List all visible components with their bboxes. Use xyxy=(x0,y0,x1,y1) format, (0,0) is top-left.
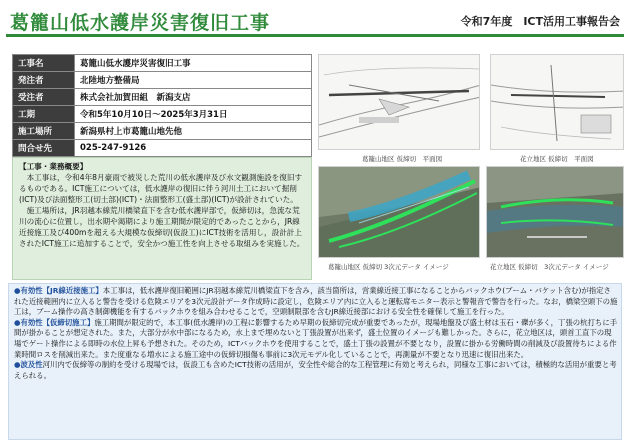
plan-drawing-tsuzurayama xyxy=(318,54,480,150)
model1-caption: 葛籠山地区 仮締切 3次元データ イメージ xyxy=(328,263,449,271)
info-value: 葛籠山低水護岸災害復旧工事 xyxy=(75,55,312,72)
info-row xyxy=(13,55,312,72)
effects-section xyxy=(14,286,618,381)
project-info-table xyxy=(12,54,312,157)
info-row xyxy=(13,89,312,106)
plan1-caption: 葛籠山地区 仮締切 平面図 xyxy=(362,155,443,163)
model-image-hanadate xyxy=(486,166,624,258)
plan-drawing-tsuzurayama-svg xyxy=(319,55,480,150)
model-image-tsuzurayama-svg xyxy=(319,167,480,258)
effect-cofferdam xyxy=(14,318,618,360)
effect-jr-proximity xyxy=(14,286,618,318)
effect-heading: ●波及性 xyxy=(14,360,43,370)
info-key: 施工場所 xyxy=(13,123,75,140)
plan-drawing-hanadate-svg xyxy=(491,55,624,150)
effect-text: 河川内で仮締等の制約を受ける現場では，仮設工も含めたICT技術の活用が，安全性や総合的な工程管理に有効と考えられ，同様な工事においては，積極的な活用が重要と考えられる。 xyxy=(14,360,617,380)
model2-caption: 花立地区 仮締切 3次元データ イメージ xyxy=(490,263,609,271)
info-value: 北陸地方整備局 xyxy=(75,72,312,89)
header-rule xyxy=(6,34,624,37)
info-value: 025-247-9126 xyxy=(75,140,312,157)
header xyxy=(6,6,624,36)
summary-box xyxy=(12,157,312,280)
info-row xyxy=(13,72,312,89)
summary-title: 【工事・業務概要】 xyxy=(19,162,88,171)
info-row xyxy=(13,106,312,123)
info-key: 発注者 xyxy=(13,72,75,89)
summary-paragraph: 施工場所は，JR羽越本線荒川橋梁直下を含む低水護岸部で，仮締切は，急流な荒川の流心に位置し，出水期や渇期により施工期間が限定的であったことから，JR線近接施工及び400mを超える大規模な仮締切(仮設工)にICT技術を活用し，設計計上されたICT施工に追加することで，安全かつ施工性を向上させる取組みを実施した。 xyxy=(19,206,305,248)
info-key: 問合せ先 xyxy=(13,140,75,157)
plan-drawing-hanadate xyxy=(490,54,624,150)
effect-heading: ●有効性【JR線近接施工】 xyxy=(14,286,103,295)
info-key: 受注者 xyxy=(13,89,75,106)
info-value: 新潟県村上市葛籠山地先他 xyxy=(75,123,312,140)
effect-text: 本工事は，低水護岸復旧範囲にJR羽越本線荒川橋梁直下を含み，該当箇所は，営業線近接工事になることからバックホウ(ブーム・バケット含む)が指定された近接範囲内に立入ると警告を受ける危険エリアを3次元設計データ作成時に設定し，危険エリア内に立入ると運転席モニター表示と警報音で警告を行った。なお，橋梁空頭下の施工は，ブーム操作の高さ制御機能を有するバックホウを組み合わせることで，空頭制限部を含むJR線近接部における安全性を確保して施工を行った。 xyxy=(14,286,618,317)
model-image-hanadate-svg xyxy=(487,167,624,258)
info-value: 令和5年10月10日～2025年3月31日 xyxy=(75,106,312,123)
report-label: 令和7年度 ICT活用工事報告会 xyxy=(460,15,620,28)
effect-ripple xyxy=(14,360,618,381)
effect-heading: ●有効性【仮締切施工】 xyxy=(14,317,95,327)
model-image-tsuzurayama xyxy=(318,166,480,258)
info-row xyxy=(13,140,312,157)
info-key: 工期 xyxy=(13,106,75,123)
summary-paragraph: 本工事は，令和4年8月豪雨で被災した荒川の低水護岸及び水文観測施設を復旧するものである。ICT施工については，低水護岸の復旧に伴う河川土工において掘削(ICT)及び法面整形工(切土部)(ICT)・法面整形工(盛土部)(ICT)が設計されていた。 xyxy=(19,173,303,204)
info-row xyxy=(13,123,312,140)
plan2-caption: 花立地区 仮締切 平面図 xyxy=(520,155,594,163)
info-key: 工事名 xyxy=(13,55,75,72)
page-title: 葛籠山低水護岸災害復旧工事 xyxy=(10,12,271,34)
info-value: 株式会社加賀田組 新潟支店 xyxy=(75,89,312,106)
effect-text: 施工期間が限定的で，本工事(低水護岸)の工程に影響するため早期の仮締切完成が重要であったが，現場地盤及び盛土材は玉石・礫が多く，丁張の杭打ちに手間が掛かることが想定された。また，大部分が水中部になるため，水上まで埋めないと丁張設置が出来ず，盛土位置のイメージも難しかった。さらに，花立地区は，頭首工直下の現場でゲート操作による即時の水位上昇も予想された。そのため，ICTバックホウを使用することで，盛土丁張の設置が不要となり，設置に掛かる労働時間の削減及び設置待ちによる作業時間ロスを削減出来た。また度重なる増水による施工途中の仮締切損傷も事前に3次元モデル化していることで，再測量が不要となり迅速に復旧出来た。 xyxy=(14,317,618,359)
